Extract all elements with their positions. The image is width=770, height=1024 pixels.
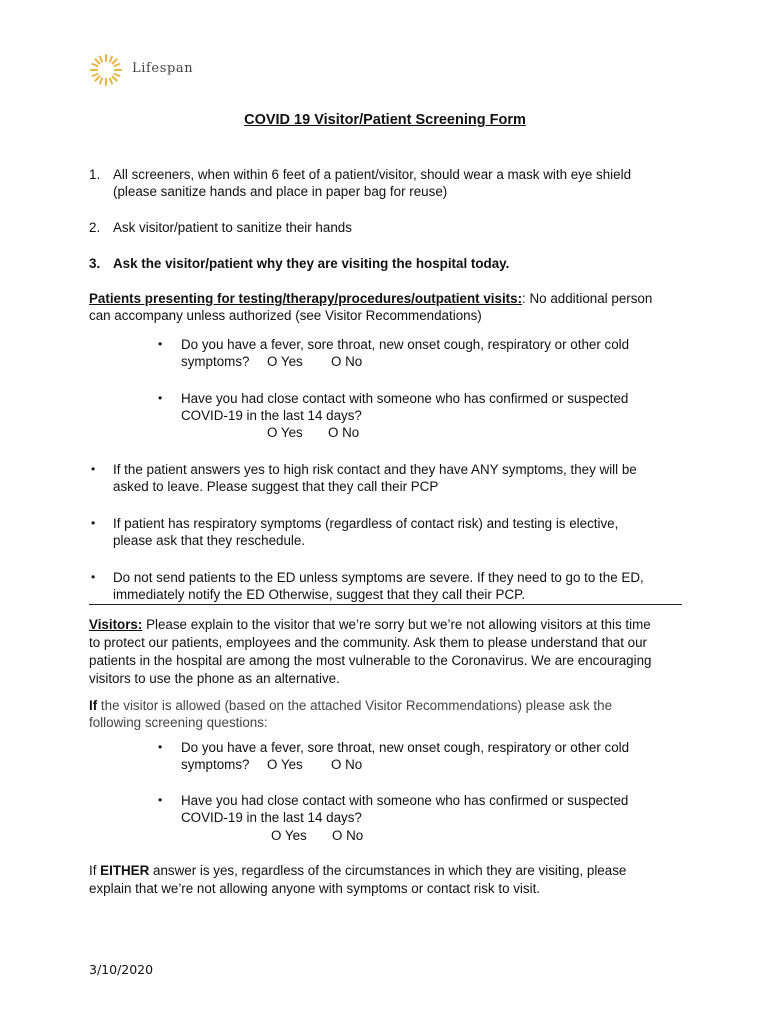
either-emphasis: EITHER [100, 863, 150, 878]
sun-logo-icon [89, 53, 123, 87]
visitor-question-contact: Have you had close contact with someone who has confirmed or suspected [181, 793, 629, 808]
patient-contact-no-option[interactable]: O No [328, 425, 360, 440]
step-number: 1. [89, 167, 101, 182]
closing-line-1: If EITHER answer is yes, regardless of the circumstances in which they are visiting, please [89, 863, 627, 878]
patient-contact-yes-option[interactable]: O Yes [267, 425, 303, 440]
patient-question-symptoms-line2: symptoms? O Yes O No [181, 354, 363, 369]
step-1 [89, 166, 631, 184]
patient-note-3: Do not send patients to the ED unless symptoms are severe. If they need to go to the ED, [113, 570, 644, 585]
visitor-contact-yes-option[interactable]: O Yes [271, 828, 307, 843]
patient-note-1: If the patient answers yes to high risk contact and they have ANY symptoms, they will be [113, 462, 637, 477]
patient-question-symptoms: Do you have a fever, sore throat, new onset cough, respiratory or other cold [181, 337, 630, 352]
patient-note-2-continued: please ask that they reschedule. [113, 533, 306, 548]
step-number: 3. [89, 256, 101, 271]
patient-symptoms-no-option[interactable]: O No [331, 354, 363, 369]
section-divider [89, 604, 682, 605]
step-text: Ask the visitor/patient why they are visiting the hospital today. [113, 256, 510, 271]
bullet-icon: • [91, 570, 96, 584]
closing-line-2: explain that we’re not allowing anyone with symptoms or contact risk to visit. [89, 881, 541, 896]
step-3 [89, 255, 509, 273]
patients-heading-line [89, 290, 652, 308]
patient-question-contact-line2: COVID-19 in the last 14 days? [181, 408, 362, 423]
visitor-symptoms-no-option[interactable]: O No [331, 757, 363, 772]
page-title: COVID 19 Visitor/Patient Screening Form [244, 112, 526, 128]
step-2 [89, 219, 352, 237]
patients-heading: Patients presenting for testing/therapy/procedures/outpatient visits: [89, 291, 523, 306]
step-text: All screeners, when within 6 feet of a patient/visitor, should wear a mask with eye shield [113, 167, 632, 182]
patients-heading-continued: can accompany unless authorized (see Visitor Recommendations) [89, 308, 482, 323]
logo-wordmark: Lifespan [132, 61, 194, 76]
visitor-question-symptoms: Do you have a fever, sore throat, new onset cough, respiratory or other cold [181, 740, 630, 755]
bullet-icon: • [91, 516, 96, 530]
patient-note-2: If patient has respiratory symptoms (regardless of contact risk) and testing is elective, [113, 516, 619, 531]
visitors-line-2: to protect our patients, employees and the community. Ask them to please understand that our [89, 635, 648, 650]
lifespan-logo [89, 53, 199, 87]
footer-date: 3/10/2020 [89, 962, 154, 977]
patient-note-1-continued: asked to leave. Please suggest that they call their PCP [113, 479, 439, 494]
bullet-icon: • [158, 337, 163, 351]
patient-symptoms-yes-option[interactable]: O Yes [267, 354, 303, 369]
visitors-line-1: Visitors: Please explain to the visitor that we’re sorry but we’re not allowing visitors at this time [89, 617, 651, 632]
visitor-symptoms-yes-option[interactable]: O Yes [267, 757, 303, 772]
bullet-icon: • [158, 740, 163, 754]
patient-note-3-continued: immediately notify the ED Otherwise, suggest that they call their PCP. [113, 587, 526, 602]
visitor-question-symptoms-line2: symptoms? O Yes O No [181, 757, 363, 772]
visitor-question-contact-line2: COVID-19 in the last 14 days? [181, 810, 362, 825]
patients-heading-rest: : No additional person [522, 291, 653, 306]
step-1-continued: (please sanitize hands and place in paper bag for reuse) [113, 184, 448, 199]
patient-question-contact: Have you had close contact with someone who has confirmed or suspected [181, 391, 629, 406]
visitor-allowed-line-2: following screening questions: [89, 715, 268, 730]
visitor-allowed-line: If the visitor is allowed (based on the attached Visitor Recommendations) please ask the [89, 698, 613, 713]
visitor-contact-no-option[interactable]: O No [332, 828, 364, 843]
visitors-line-3: patients in the hospital are among the most vulnerable to the Coronavirus. We are encouraging [89, 653, 652, 668]
bullet-icon: • [158, 391, 163, 405]
bullet-icon: • [91, 462, 96, 476]
visitors-line-4: visitors to use the phone as an alternative. [89, 671, 340, 686]
step-text: Ask visitor/patient to sanitize their hands [113, 220, 352, 235]
visitors-heading: Visitors: [89, 617, 143, 632]
step-number: 2. [89, 220, 101, 235]
bullet-icon: • [158, 793, 163, 807]
